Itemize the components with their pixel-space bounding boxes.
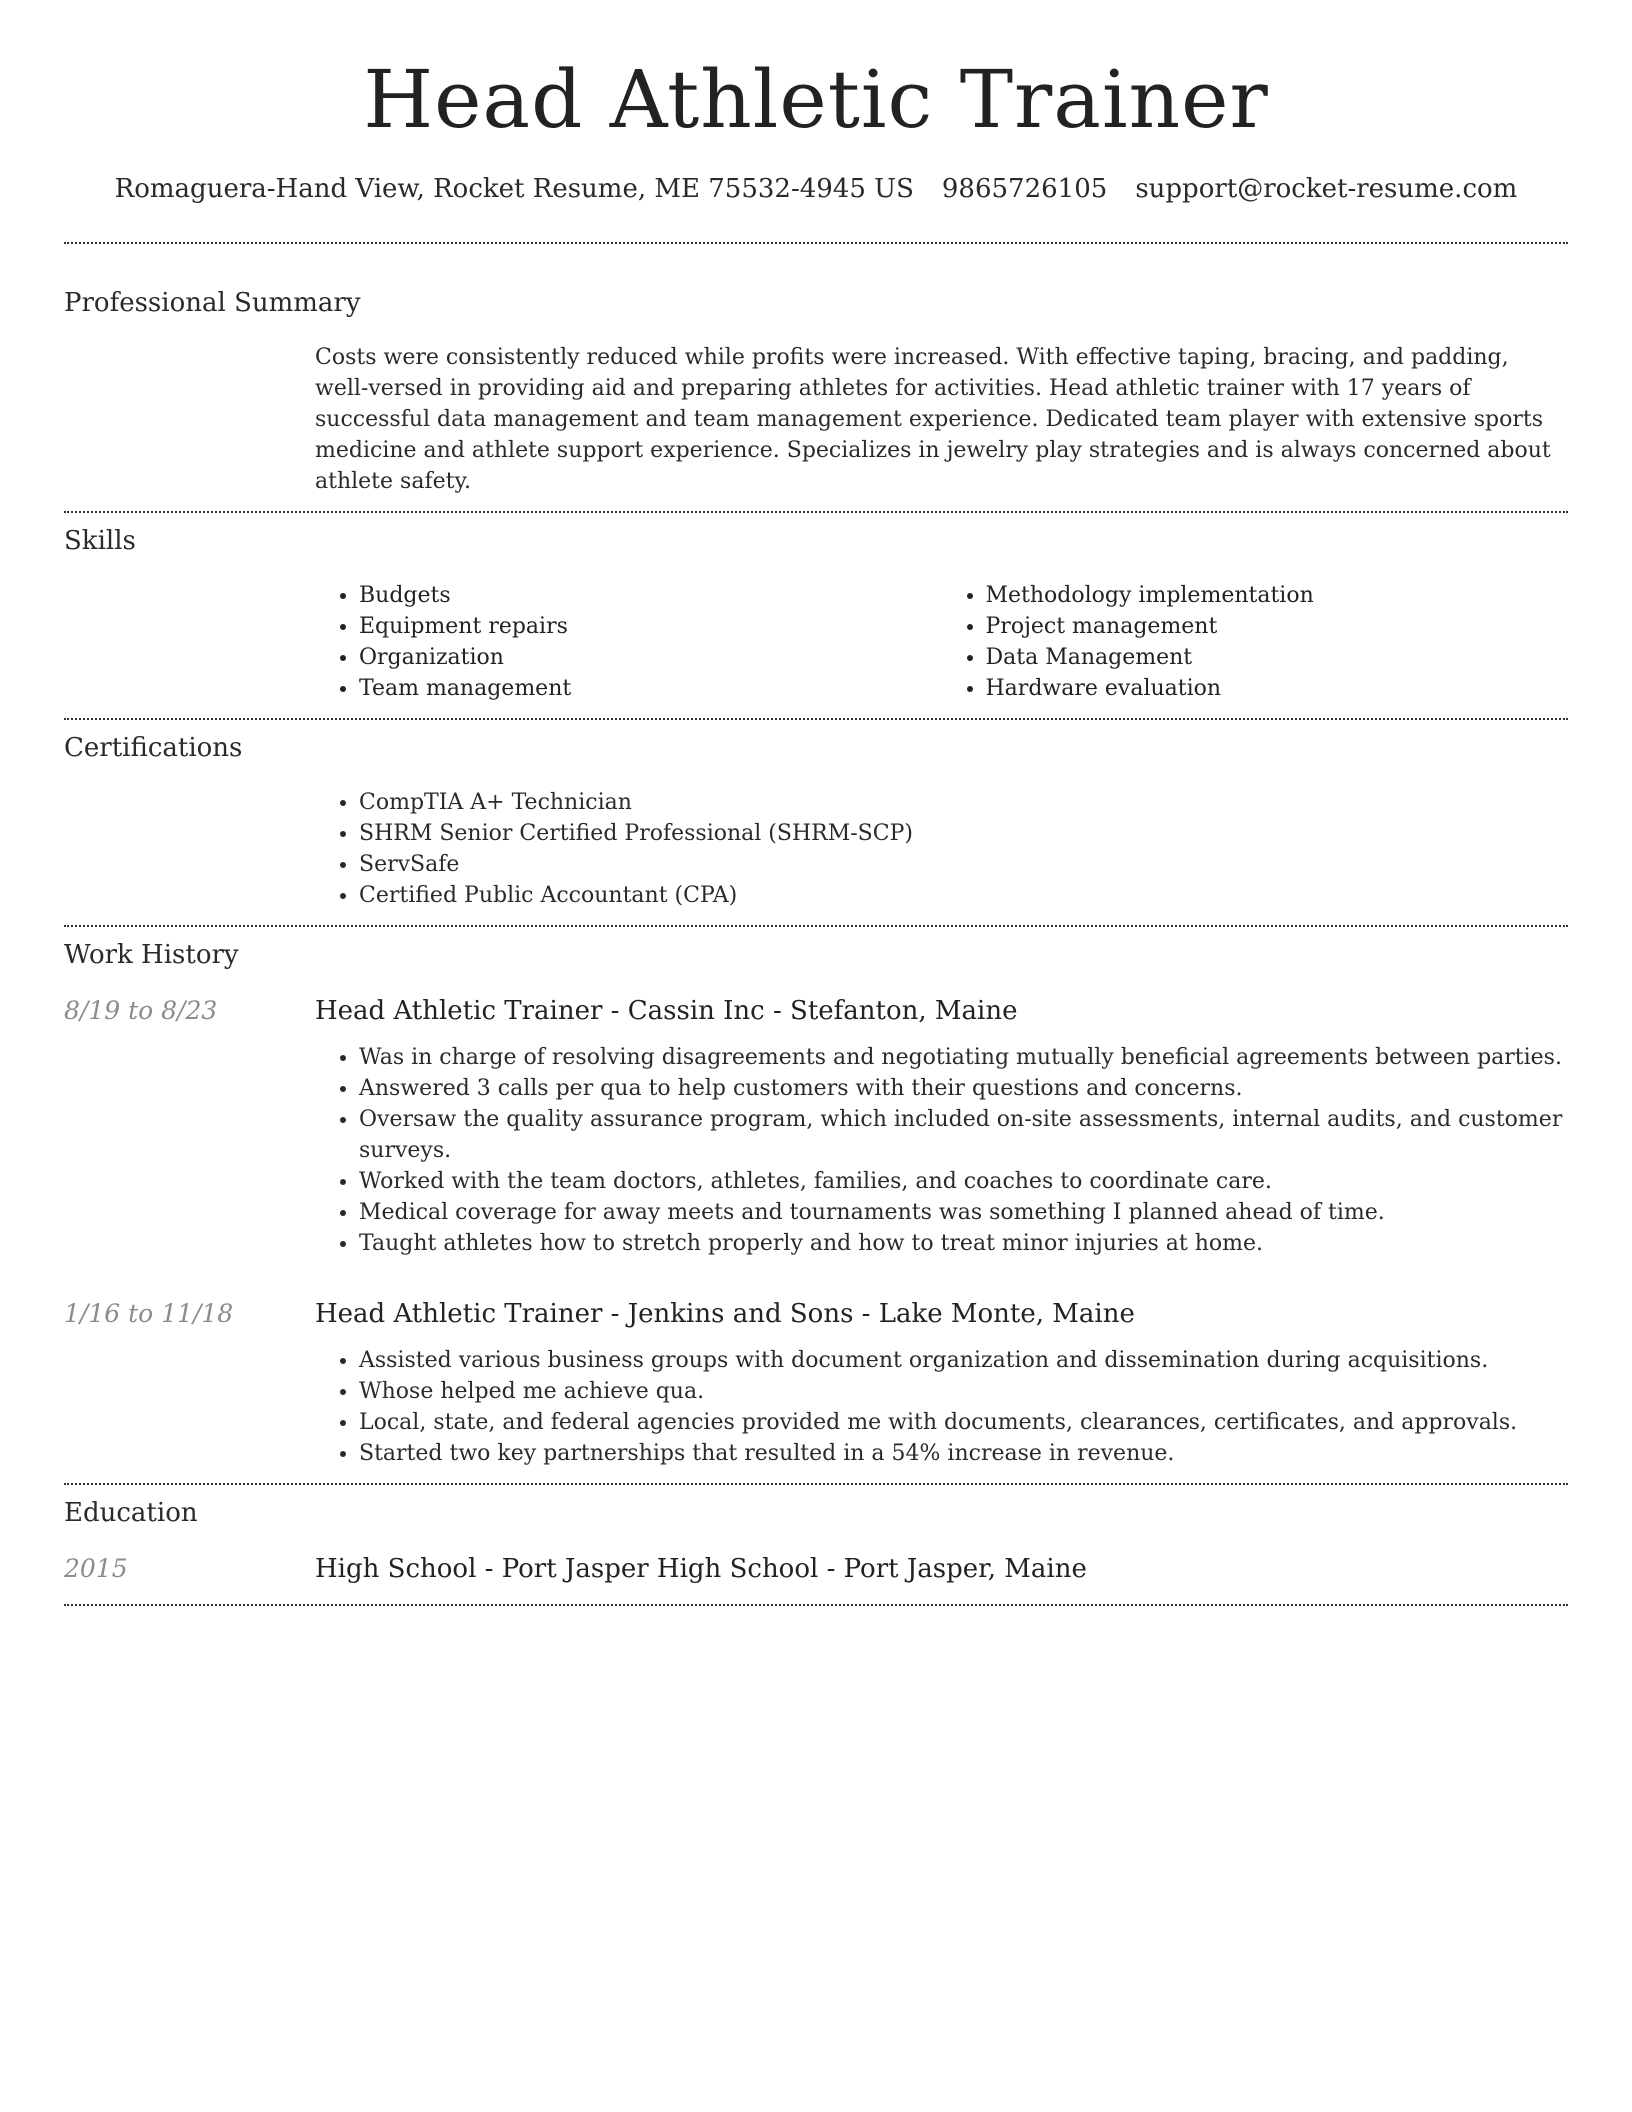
job-duty-item: • Answered 3 calls per qua to help customers with their questions and concerns. — [359, 1073, 1568, 1104]
job-duties — [315, 1042, 1568, 1259]
skill-item: • Organization — [359, 642, 942, 673]
certifications-block — [315, 787, 1568, 911]
job-title: Head Athletic Trainer - Jenkins and Sons - Lake Monte, Maine — [315, 1299, 1135, 1329]
summary-text: Costs were consistently reduced while profits were increased. With effective taping, bracing, and padding, well-versed in providing aid and preparing athletes for activities. Head athletic trainer with 17 years of successful data management and team management experience. Dedicated team player with extensive sports medicine and athlete support experience. Specializes in jewelry play strategies and is always concerned about athlete safety. — [315, 345, 1551, 494]
contact-email: support@rocket-resume.com — [1135, 174, 1518, 204]
divider-education — [64, 1604, 1568, 1606]
divider-header — [64, 242, 1568, 244]
divider-work — [64, 1483, 1568, 1485]
job-header — [64, 994, 1568, 1028]
section-skills — [64, 526, 1568, 704]
job-duty-item: • Whose helped me achieve qua. — [359, 1376, 1568, 1407]
section-title-work: Work History — [64, 940, 239, 970]
divider-certifications — [64, 925, 1568, 927]
job-duty-item: • Assisted various business groups with document organization and dissemination during acquisitions. — [359, 1345, 1568, 1376]
skill-item: • Team management — [359, 673, 942, 704]
skill-item: • Hardware evaluation — [986, 673, 1569, 704]
job-dates: 1/16 to 11/18 — [64, 1299, 234, 1328]
section-summary — [64, 288, 1568, 497]
contact-address: Romaguera-Hand View, Rocket Resume, ME 75532-4945 US — [114, 174, 914, 204]
resume-page — [64, 0, 1568, 1606]
job-duty-item: • Oversaw the quality assurance program, which included on-site assessments, internal audits, and customer surveys. — [359, 1104, 1568, 1166]
education-entry — [64, 1552, 1568, 1586]
skill-item: • Project management — [986, 611, 1569, 642]
contact-line — [64, 174, 1568, 204]
certification-item: • CompTIA A+ Technician — [359, 787, 1568, 818]
section-title-certifications: Certifications — [64, 733, 243, 763]
job-duty-item: • Started two key partnerships that resulted in a 54% increase in revenue. — [359, 1438, 1568, 1469]
job-entry — [64, 994, 1568, 1259]
skills-list-right — [942, 580, 1569, 704]
skill-item: • Equipment repairs — [359, 611, 942, 642]
section-education — [64, 1498, 1568, 1586]
certifications-list — [315, 787, 1568, 911]
section-certifications — [64, 733, 1568, 911]
job-duty-item: • Taught athletes how to stretch properly and how to treat minor injuries at home. — [359, 1228, 1568, 1259]
education-header — [64, 1552, 1568, 1586]
divider-summary — [64, 511, 1568, 513]
education-title: High School - Port Jasper High School - Port Jasper, Maine — [315, 1554, 1087, 1584]
certification-item: • ServSafe — [359, 849, 1568, 880]
section-title-summary: Professional Summary — [64, 288, 361, 318]
job-duty-item: • Medical coverage for away meets and tournaments was something I planned ahead of time. — [359, 1197, 1568, 1228]
job-duties — [315, 1345, 1568, 1469]
divider-skills — [64, 718, 1568, 720]
job-entry — [64, 1297, 1568, 1469]
certification-item: • SHRM Senior Certified Professional (SHRM-SCP) — [359, 818, 1568, 849]
job-duties-list — [315, 1345, 1568, 1469]
job-duty-item: • Was in charge of resolving disagreements and negotiating mutually beneficial agreements between parties. — [359, 1042, 1568, 1073]
resume-name-heading: Head Athletic Trainer — [363, 53, 1269, 146]
skill-item: • Data Management — [986, 642, 1569, 673]
job-duty-item: • Worked with the team doctors, athletes, families, and coaches to coordinate care. — [359, 1166, 1568, 1197]
skill-item: • Methodology implementation — [986, 580, 1569, 611]
contact-phone: 9865726105 — [941, 174, 1108, 204]
section-title-skills: Skills — [64, 526, 136, 556]
certification-item: • Certified Public Accountant (CPA) — [359, 880, 1568, 911]
job-duties-list — [315, 1042, 1568, 1259]
job-duty-item: • Local, state, and federal agencies provided me with documents, clearances, certificates, and approvals. — [359, 1407, 1568, 1438]
job-title: Head Athletic Trainer - Cassin Inc - Stefanton, Maine — [315, 996, 1018, 1026]
section-work-history — [64, 940, 1568, 1469]
skills-list-left — [315, 580, 942, 704]
skills-grid — [315, 580, 1568, 704]
job-dates: 8/19 to 8/23 — [64, 996, 218, 1025]
skill-item: • Budgets — [359, 580, 942, 611]
section-title-education: Education — [64, 1498, 198, 1528]
education-date: 2015 — [64, 1554, 128, 1583]
job-header — [64, 1297, 1568, 1331]
